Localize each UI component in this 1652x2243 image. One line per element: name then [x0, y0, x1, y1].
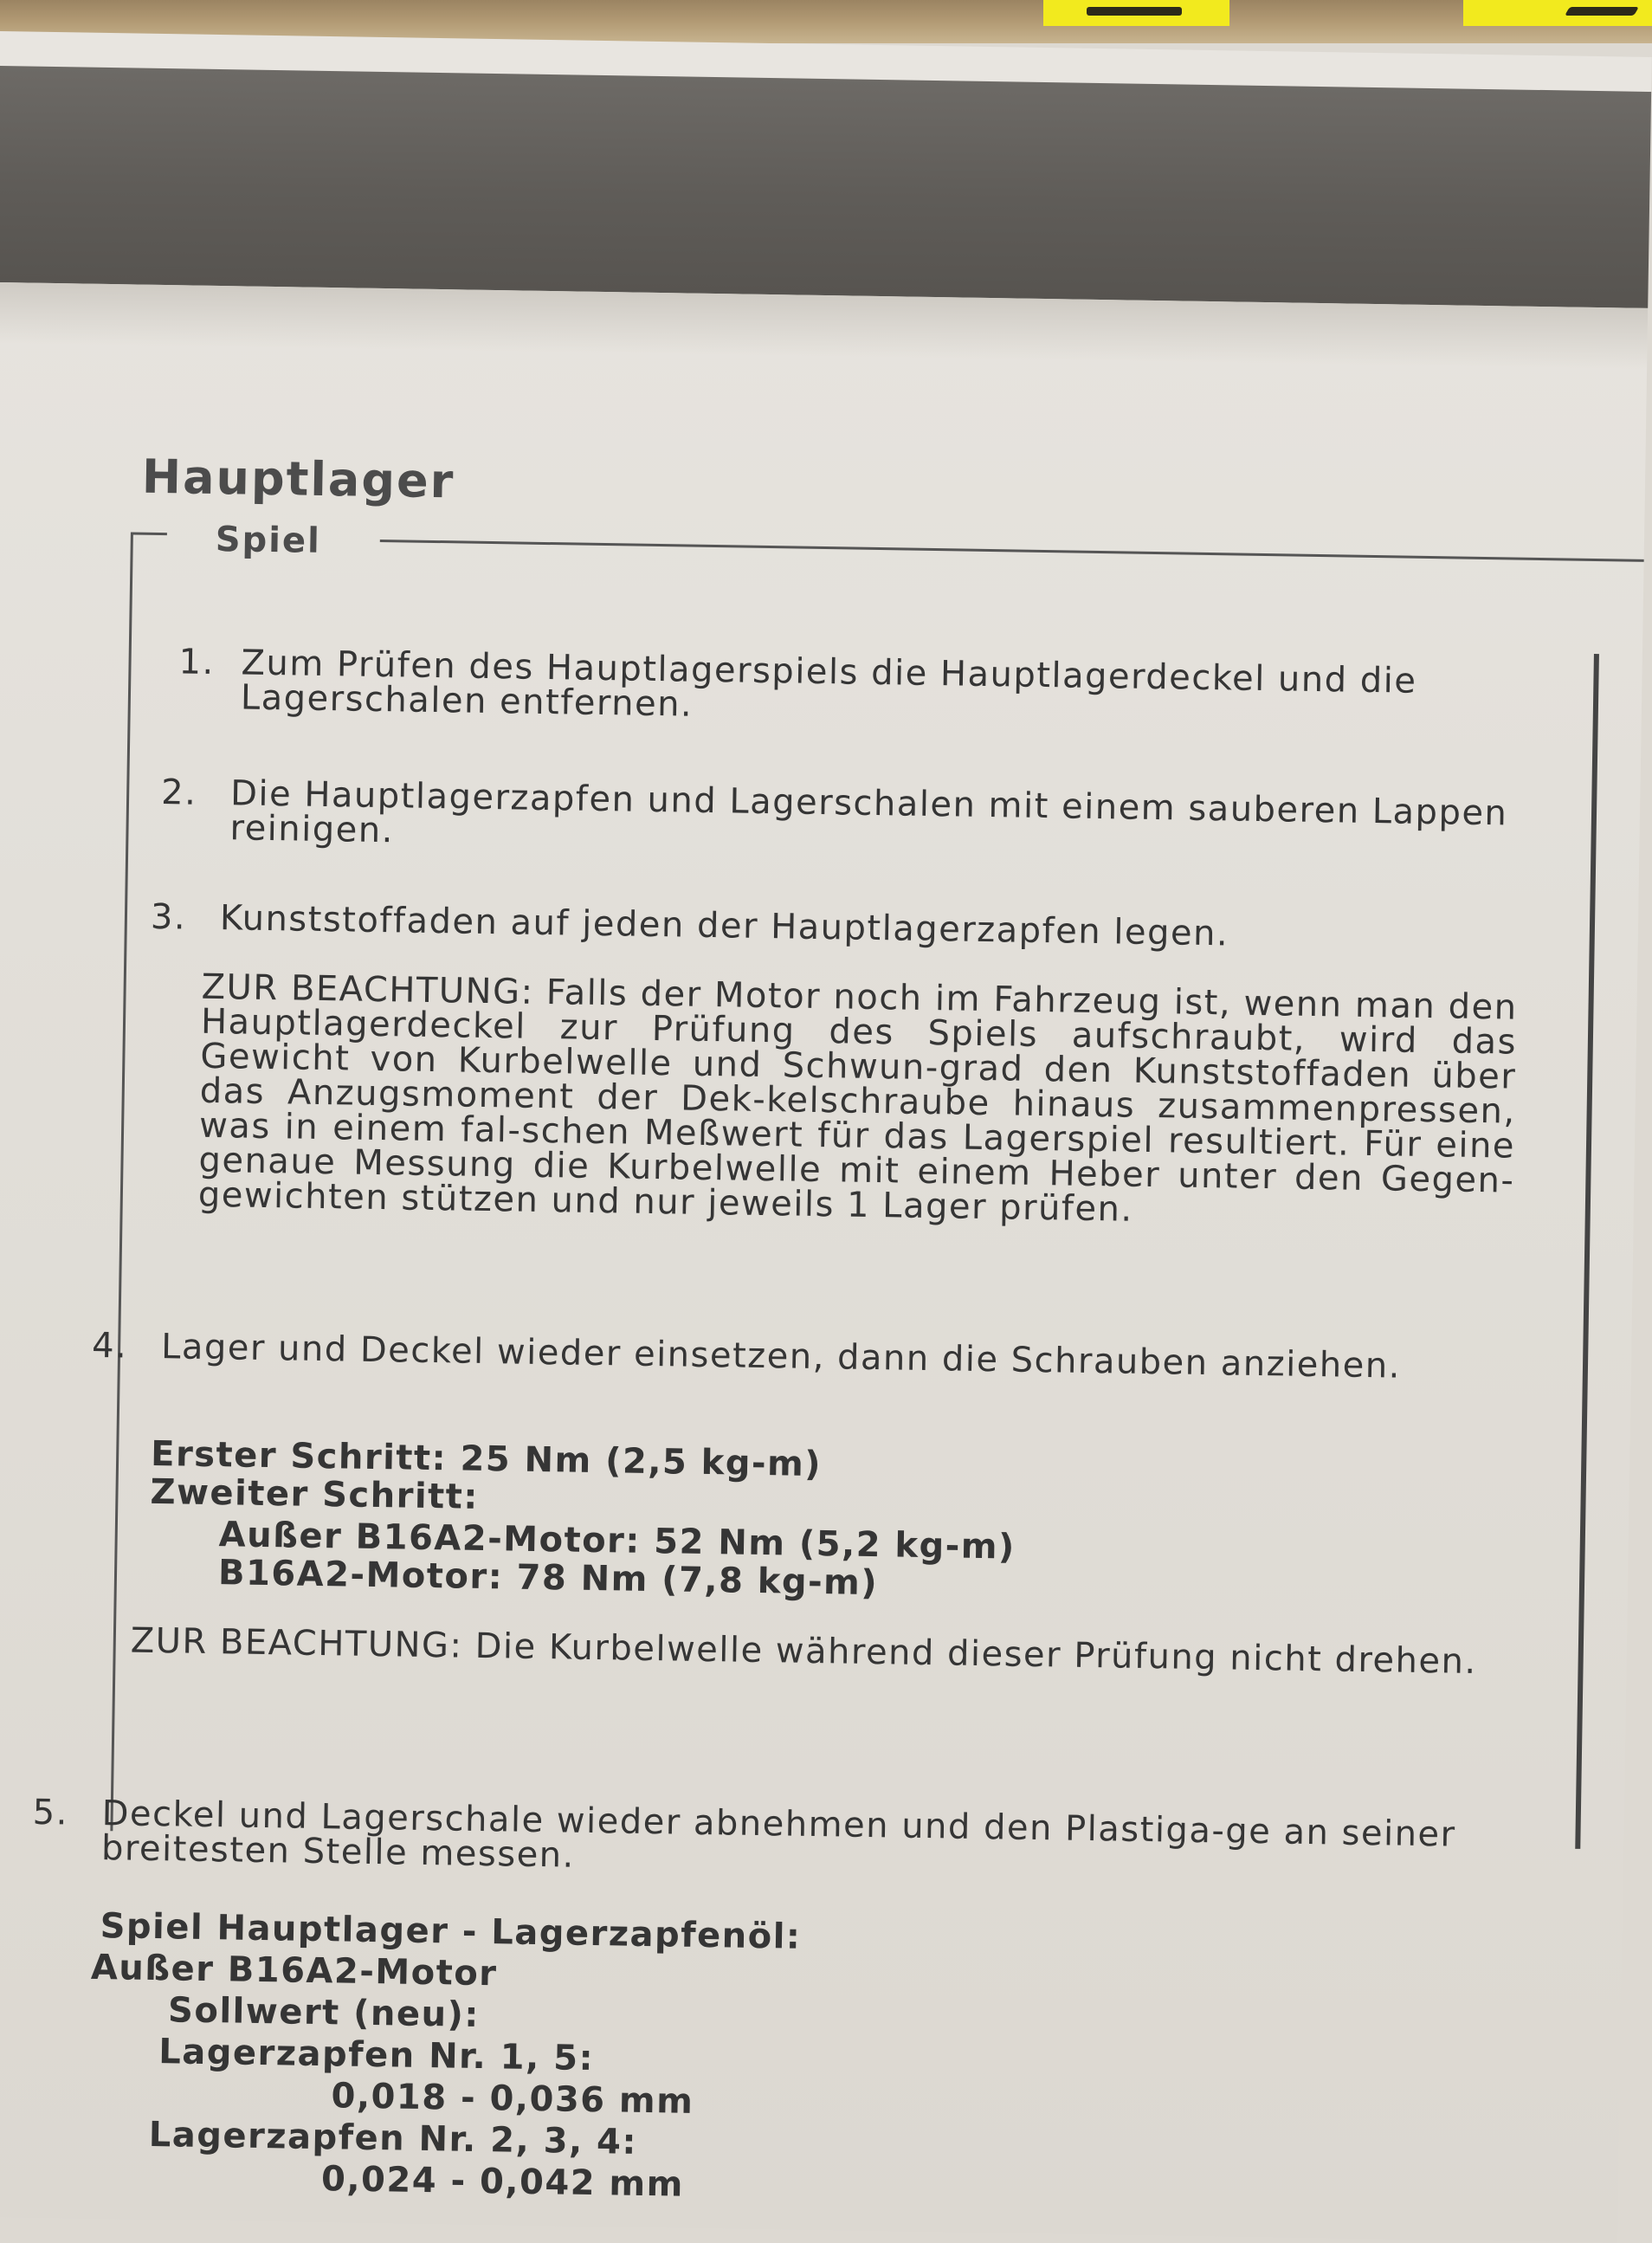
page-header-band	[0, 66, 1651, 308]
clearance-heading: Spiel Hauptlager - Lagerzapfenöl:	[100, 1906, 802, 1957]
clearance-engine: Außer B16A2-Motor	[90, 1947, 498, 1994]
step-number: 1.	[178, 642, 216, 682]
step-text: Deckel und Lagerschale wieder abnehmen und den Plastiga-ge an seiner breitesten Stelle messen.	[100, 1794, 1456, 1876]
torque-step-2: Zweiter Schritt:	[150, 1471, 480, 1517]
step-number: 3.	[150, 896, 187, 938]
step-number: 5.	[32, 1792, 69, 1833]
section-title: Spiel	[215, 519, 322, 561]
torque-b16a2-engine: B16A2-Motor: 78 Nm (7,8 kg-m)	[217, 1553, 879, 1604]
clearance-nominal: Sollwert (neu):	[167, 1990, 481, 2035]
note-block: ZUR BEACHTUNG: Die Kurbelwelle während dieser Prüfung nicht drehen.	[130, 1620, 1477, 1683]
note-block: ZUR BEACHTUNG: Falls der Motor noch im Fahrzeug ist, wenn man den Hauptlagerdeckel zur Prüfung des Spiels aufschraubt, wird das Gewicht von Kurbelwelle und Schwun-grad den Kunststoffaden über das Anzugsmoment der Dek-kelschraube hinaus zusammenpressen, was in einem fal-schen Meßwert für das Lagerspiel resultiert. Für eine genaue Messung die Kurbelwelle mit einem Heber unter den Gegen-gewichten stützen und nur jeweils 1 Lager prüfen.	[197, 966, 1518, 1230]
yellow-index-tab	[1463, 0, 1652, 26]
step-text: Lager und Deckel wieder einsetzen, dann die Schrauben anziehen.	[160, 1327, 1402, 1387]
clearance-journals-1-5-label: Lagerzapfen Nr. 1, 5:	[158, 2032, 595, 2079]
yellow-index-tab	[1043, 0, 1229, 26]
step-text: Kunststoffaden auf jeden der Hauptlagerzapfen legen.	[219, 898, 1229, 954]
step-text: Die Hauptlagerzapfen und Lagerschalen mit einem sauberen Lappen reinigen.	[229, 773, 1508, 851]
section-frame-line	[380, 540, 1644, 562]
page-title: Hauptlager	[141, 449, 455, 509]
step-text: Zum Prüfen des Hauptlagerspiels die Hauptlagerdeckel und die Lagerschalen entfernen.	[240, 643, 1417, 725]
clearance-journals-2-3-4-label: Lagerzapfen Nr. 2, 3, 4:	[148, 2115, 638, 2162]
torque-step-1: Erster Schritt: 25 Nm (2,5 kg-m)	[150, 1433, 823, 1485]
step-number: 4.	[91, 1325, 128, 1367]
step-number: 2.	[160, 772, 197, 813]
manual-page	[0, 31, 1652, 2243]
section-frame-line	[132, 532, 167, 535]
clearance-journals-2-3-4-value: 0,024 - 0,042 mm	[320, 2159, 685, 2205]
clearance-journals-1-5-value: 0,018 - 0,036 mm	[331, 2076, 694, 2122]
torque-other-engines: Außer B16A2-Motor: 52 Nm (5,2 kg-m)	[218, 1515, 1016, 1568]
